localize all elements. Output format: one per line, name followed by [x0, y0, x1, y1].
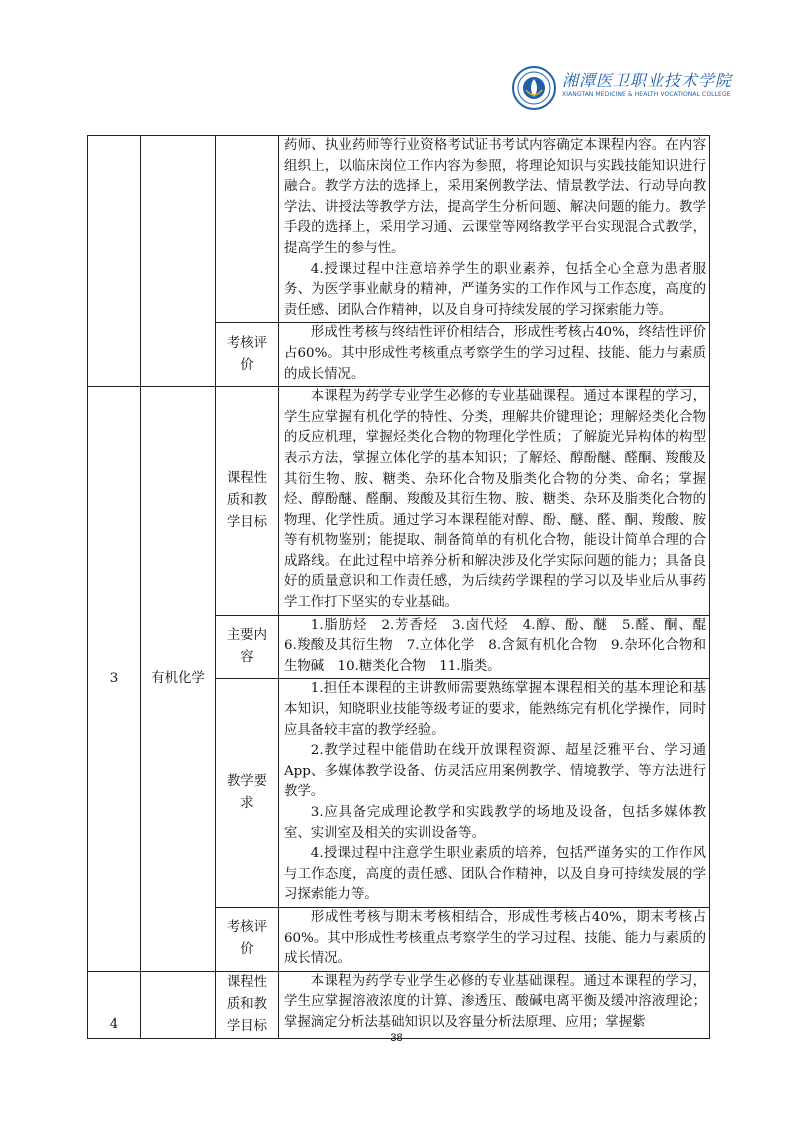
school-logo [512, 64, 752, 112]
course-number: 4 [88, 971, 141, 1038]
school-emblem-icon [512, 66, 556, 110]
course-name: 有机化学 [141, 387, 216, 972]
paragraph: 3.应具备完成理论教学和实践教学的场地及设备，包括多媒体教室、实训室及相关的实训设备等。 [284, 805, 706, 841]
table-row [88, 136, 710, 323]
nature-text: 本课程为药学专业学生必修的专业基础课程。通过本课程的学习，学生应掌握有机化学的特性、分类，理解共价键理论；理解烃类化合物的反应机理，掌握烃类化合物的物理化学性质；了解旋光异构体的构型表示方法，掌握立体化学的基本知识；了解烃、醇酚醚、醛酮、羧酸及其衍生物、胺、糖类、杂环化合物及脂类化合物的分类、命名；掌握烃、醇酚醚、醛酮、羧酸及其衍生物、胺、糖类、杂环及脂类化合物的物理、化学性质。通过学习本课程能对醇、酚、醚、醛、酮、羧酸、胺等有机物鉴别；能提取、制备简单的有机化合物，能设计简单合理的合成路线。在此过程中培养分析和解决涉及化学实际问题的能力；具备良好的质量意识和工作责任感，为后续药学课程的学习以及毕业后从事药学工作打下坚实的专业基础。 [284, 389, 706, 611]
paragraph: 2.教学过程中能借助在线开放课程资源、超星泛雅平台、学习通App、多媒体教学设备、仿灵活应用案例教学、情境教学、等方法进行教学。 [284, 743, 706, 800]
assessment-text: 形成性考核与终结性评价相结合，形成性考核占40%，终结性评价占60%。其中形成性考核重点考察学生的学习过程、技能、能力与素质的成长情况。 [284, 325, 706, 382]
prev-teaching-req-cell [279, 136, 710, 323]
paragraph: 4.授课过程中注意培养学生的职业素养，包括全心全意为患者服务、为医学事业献身的精神，严谨务实的工作作风与工作态度，高度的责任感、团队合作精神，以及自身可持续发展的学习探索能力等。 [284, 261, 706, 318]
school-name-en: XIANGTAN MEDICINE & HEALTH VOCATIONAL COLLEGE [562, 91, 731, 98]
page-number: 38 [390, 1032, 403, 1044]
assessment-label: 考核评价 [226, 920, 268, 958]
course-table [87, 135, 720, 1039]
table-row [88, 387, 710, 616]
req-label: 教学要求 [226, 774, 268, 812]
paragraph: 药师、执业药师等行业资格考试证书考试内容确定本课程内容。在内容组织上，以临床岗位工作内容为参照，将理论知识与实践技能知识进行融合。教学方法的选择上，采用案例教学法、情景教学法、行动导向教学法、讲授法等教学方法，提高学生分析问题、解决问题的能力。教学手段的选择上，采用学习通、云课堂等网络教学平台实现混合式教学，提高学生的参与性。 [284, 138, 706, 256]
content-label: 主要内容 [226, 628, 268, 666]
course-name-empty [141, 971, 216, 1038]
nature-label: 课程性质和教学目标 [226, 974, 268, 1034]
paragraph: 4.授课过程中注意学生职业素质的培养，包括严谨务实的工作作风与工作态度，高度的责任感、团队合作精神，以及自身可持续发展的学习探索能力等。 [284, 846, 706, 903]
req-cell [279, 679, 710, 908]
paragraph: 1.担任本课程的主讲教师需要熟练掌握本课程相关的基本理论和基本知识，知晓职业技能等级考证的要求，能熟练完有机化学操作，同时应具备较丰富的教学经验。 [284, 681, 706, 738]
table-row [88, 971, 710, 1038]
nature-label: 课程性质和教学目标 [226, 470, 268, 530]
school-name-cn: 湘潭医卫职业技术学院 [562, 71, 733, 90]
assessment-label: 考核评价 [226, 335, 268, 373]
prev-course-cell [141, 136, 216, 387]
nature-text: 本课程为药学专业学生必修的专业基础课程。通过本课程的学习，学生应掌握溶液浓度的计算、渗透压、酸碱电离平衡及缓冲溶液理论；掌握滴定分析法基础知识以及容量分析法原理、应用；掌握紫 [284, 973, 706, 1030]
prev-req-label-cell [216, 136, 279, 323]
assessment-text: 形成性考核与期末考核相结合，形成性考核占40%，期末考核占60%。其中形成性考核重点考察学生的学习过程、技能、能力与素质的成长情况。 [284, 909, 706, 967]
prev-number-cell [88, 136, 141, 387]
course-number: 3 [88, 387, 141, 972]
content-text: 1.脂肪烃 2.芳香烃 3.卤代烃 4.醇、酚、醚 5.醛、酮、醌 6.羧酸及其衍生物 7.立体化学 8.含氮有机化合物 9.杂环化合物和生物碱 10.糖类化合物 11.脂类。 [284, 617, 720, 674]
